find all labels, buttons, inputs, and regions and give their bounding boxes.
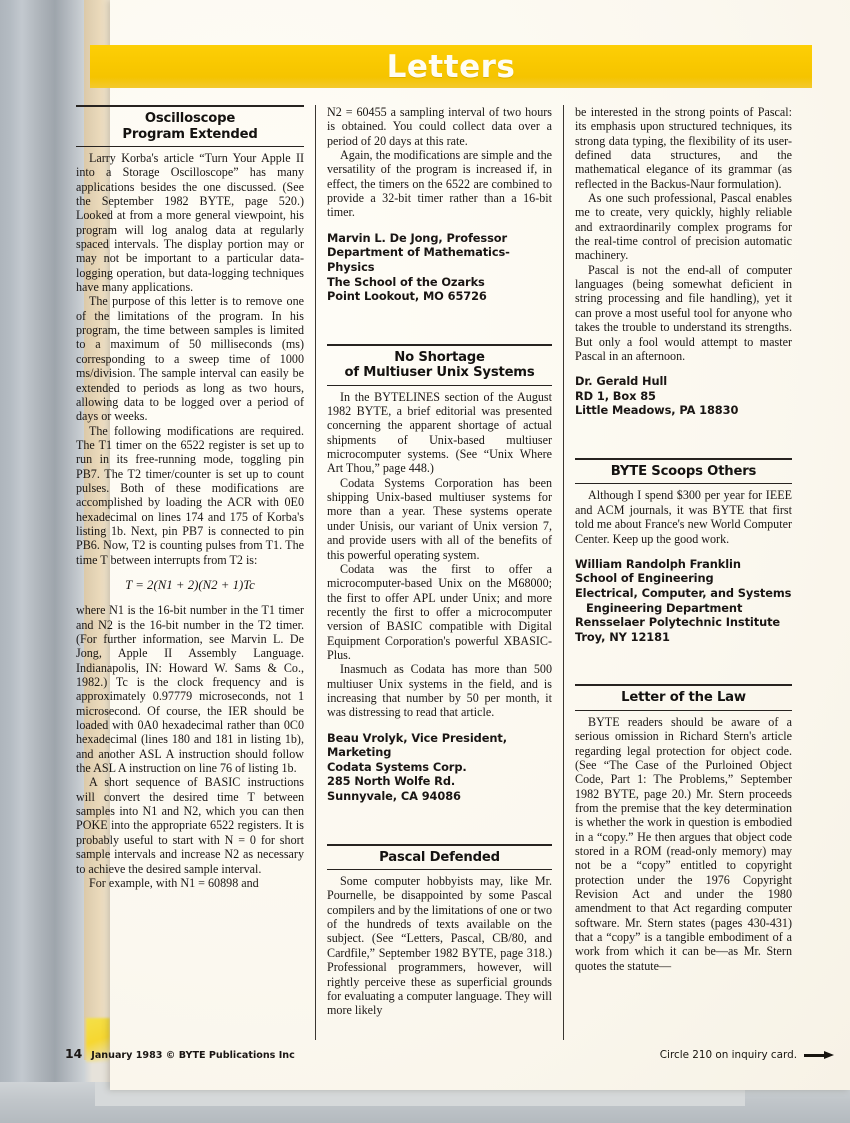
page-title: Letters: [386, 49, 516, 85]
signature-line: RD 1, Box 85: [575, 388, 656, 403]
section-title-line1: No Shortage: [394, 349, 485, 365]
signature-line: Beau Vrolyk, Vice President, Marketing: [327, 730, 507, 760]
section-title: Letter of the Law: [621, 690, 746, 706]
signature-line: Department of Mathematics-Physics: [327, 245, 510, 274]
signature-line: Dr. Gerald Hull: [575, 374, 668, 389]
paragraph: Codata Systems Corporation has been shipping Unix-based multiuser systems for more than a year. These systems operate under Unisis, our variant of Unix version 7, and provide users with all of the benefits of this powerful operating system.: [327, 475, 552, 562]
page-paper: [65, 0, 850, 1090]
column-3: [563, 105, 803, 1040]
paragraph: where N1 is the 16-bit number in the T1 timer and N2 is the 16-bit number in the T2 timer. (For further information, see Marvin L. De Jong, Apple II Assembly Language. Indianapolis, IN: Howard W. Sams & Co., 1982.) Tc is the clock frequency and is approximately 0.97779 microseconds, not 1 microsecond. Of course, the IER should be loaded with 0A0 hexadecimal rather than 0C0 hexadecimal (lines 180 and 181 in listing 1b), and another ASL A instruction should follow the ASL A instruction on line 76 of listing 1b.: [76, 603, 304, 776]
rule: [76, 146, 304, 147]
paragraph: Again, the modifications are simple and the versatility of the program is increased if, in effect, the timers on the 6522 are combined to provide a 32-bit timer rather than a 16-bit timer.: [327, 148, 552, 220]
paragraph: Larry Korba's article “Turn Your Apple II into a Storage Oscilloscope” has many applications besides the one discussed. (See the September 1982 BYTE, page 520.) Looked at from a more general viewpoint, his program will log analog data at regularly spaced intervals. The display portion may or may not be important to a particular data-logging operation, but data-logging techniques have many applications.: [76, 151, 304, 295]
paragraph: A short sequence of BASIC instructions will convert the desired time T between samples into N1 and N2, which you can then POKE into the appropriate 6522 registers. It is probably useful to start with N = 0 for short sample intervals and increase N2 as necessary to achieve the desired sample interval.: [76, 775, 304, 876]
section-title: [327, 350, 552, 381]
signature-line: School of Engineering: [575, 571, 714, 586]
signature-line: Marvin L. De Jong, Professor: [327, 230, 508, 245]
signature-line: Engineering Department: [586, 600, 743, 615]
right-arrow-icon: [804, 1051, 834, 1060]
rule: [575, 710, 792, 711]
page-footer-left: [65, 1046, 295, 1061]
magazine-page: [65, 0, 850, 1090]
section-header-unix: [327, 344, 552, 386]
paragraph: In the BYTELINES section of the August 1982 BYTE, a brief editorial was presented concerning the apparent shortage of actual shipments of Unix-based multiuser microcomputer systems. (See “Unix Where Art Thou,” page 448.): [327, 389, 552, 476]
rule: [575, 483, 792, 484]
paragraph: As one such professional, Pascal enables me to create, very quickly, highly reliable and extraordinarily complex programs for the real-time control of precision automatic machinery.: [575, 191, 792, 263]
signature-line: The School of the Ozarks: [327, 274, 485, 289]
inquiry-card-note: [660, 1049, 834, 1061]
rule: [327, 844, 552, 846]
paragraph: Some computer hobbyists may, like Mr. Pournelle, be disappointed by some Pascal compilers and by the limitations of one or two of the hundreds of texts available on the subject. (See “Letters, Pascal, CB/80, and Cardfile,” September 1982 BYTE, page 318.) Professional programmers, however, will rightly perceive these as superficial grounds for evaluating a computer language. They will more likely: [327, 874, 552, 1018]
spacer: [575, 644, 792, 670]
paragraph: The following modifications are required. The T1 timer on the 6522 register is set up to run in its free-running mode, toggling pin PB7. The T2 timer/counter is set up to count pulses. Both of these modifications are accomplished by loading the ACR with 0E0 hexadecimal on lines 174 and 175 of Korba's listing 1b. Next, pin PB7 is connected to pin PB6. Now, T2 is counting pulses from T1. The time T between interrupts from T2 is:: [76, 423, 304, 567]
signature-line: Sunnyvale, CA 94086: [327, 789, 461, 803]
signature-line: Codata Systems Corp.: [327, 759, 467, 774]
section-title: [76, 111, 304, 142]
paragraph: N2 = 60455 a sampling interval of two hours is obtained. You could collect data over a period of 20 days at this rate.: [327, 105, 552, 148]
inquiry-card-label: Circle 210 on inquiry card.: [659, 1049, 797, 1061]
section-header-pascal: [327, 844, 552, 871]
paragraph: The purpose of this letter is to remove one of the limitations of the program. In his program, the time between samples is limited to a maximum of 50 milliseconds (ms) corresponding to a sweep time of 1000 ms/division. The sample interval can easily be extended to periods as long as two hours, allowing data to be logged over a period of days or weeks.: [76, 294, 304, 424]
section-title-line2: Program Extended: [122, 126, 258, 142]
signature-line: Little Meadows, PA 18830: [575, 403, 739, 418]
signature-line: Electrical, Computer, and Systems: [575, 586, 792, 601]
paragraph: be interested in the strong points of Pascal: its emphasis upon structured techniques, its strong data typing, the flexibility of its user-defined data structures, and the mathematical elegance of its grammar (as reflected in the Backus-Naur formulation).: [575, 105, 792, 191]
section-title-line1: Oscilloscope: [144, 111, 236, 126]
column-2: [315, 105, 563, 1040]
paragraph: Codata was the first to offer a microcomputer-based Unix on the M68000; the first to offer APL under Unix; and more recently the first to offer a microcomputer version of BASIC compatible with Digital Equipment Corporation's powerful XBASIC-Plus.: [327, 561, 552, 662]
column-1: [65, 105, 315, 1040]
signature-line: 285 North Wolfe Rd.: [327, 774, 456, 789]
section-title: Pascal Defended: [379, 849, 500, 865]
signature-line: Troy, NY 12181: [575, 629, 670, 644]
signature-line: Point Lookout, MO 65726: [327, 289, 487, 304]
section-header-oscilloscope: [76, 105, 304, 147]
spacer: [327, 804, 552, 830]
rule: [327, 869, 552, 870]
paragraph: Inasmuch as Codata has more than 500 multiuser Unix systems in the field, and is increasing that number by 50 per month, it was distressing to read that article.: [327, 662, 552, 720]
paragraph: Although I spend $300 per year for IEEE and ACM journals, it was BYTE that first told me about France's new World Computer Center. Keep up the good work.: [575, 488, 792, 546]
section-title: BYTE Scoops Others: [610, 463, 757, 479]
paragraph: Pascal is not the end-all of computer languages (being somewhat deficient in string processing and file handling), yet it can prove a most useful tool for anyone who takes the trouble to understand its strengths. But only a fool would attempt to master Pascal in an afternoon.: [575, 262, 792, 363]
section-title-line2: of Multiuser Unix Systems: [344, 365, 535, 381]
letter-signature: [327, 731, 552, 804]
signature-line: William Randolph Franklin: [575, 556, 741, 571]
section-header-letter-of-the-law: [575, 684, 792, 711]
rule: [575, 458, 792, 460]
letter-signature: [575, 557, 792, 645]
article-columns: [65, 105, 803, 1040]
paragraph: For example, with N1 = 60898 and: [89, 875, 259, 890]
rule: [327, 385, 552, 386]
letter-signature: [327, 231, 552, 304]
publication-imprint: January 1983 © BYTE Publications Inc: [91, 1050, 295, 1061]
page-number: 14: [65, 1046, 83, 1061]
rule: [575, 684, 792, 686]
paragraph: BYTE readers should be aware of a serious omission in Richard Stern's article regarding legal protection for object code. (See “The Case of the Purloined Object Code, Part 1: The Problems,” September 1982 BYTE, page 20.) Mr. Stern proceeds from the premise that the key determination is whether the work in question is embodied in a “copy.” He then argues that object code stored in a ROM (read-only memory) may not be a “copy” entitled to copyright protection under the 1976 Copyright Revision Act and under the 1980 amendment to that Act regarding computer software. Mr. Stern states (pages 430-431) that a “copy” is a tangible embodiment of a work from which it can be—as Mr. Stern quotes the statute—: [575, 714, 792, 973]
spacer: [327, 304, 552, 330]
equation: T = 2(N1 + 2)(N2 + 1)Tc: [125, 577, 255, 592]
signature-line: Rensselaer Polytechnic Institute: [575, 615, 781, 630]
section-header-byte-scoops: [575, 458, 792, 485]
letter-signature: [575, 374, 792, 418]
rule: [76, 105, 304, 107]
letters-masthead-banner: [90, 45, 812, 88]
spacer: [575, 418, 792, 444]
rule: [327, 344, 552, 346]
